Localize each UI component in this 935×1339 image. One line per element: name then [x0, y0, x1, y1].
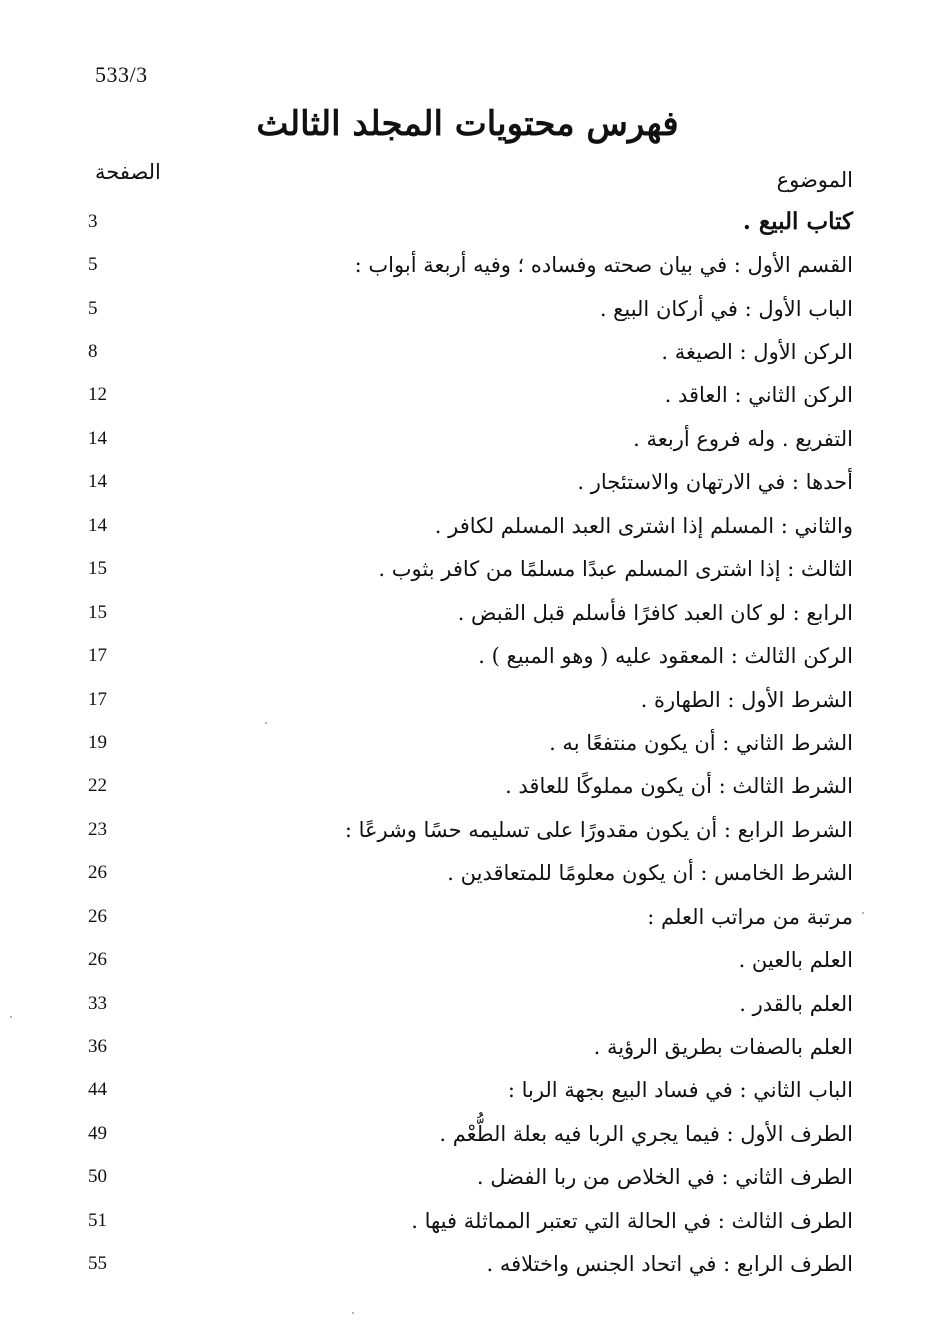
toc-entry: [88, 1156, 853, 1199]
toc-entry: [88, 721, 853, 764]
toc-entry: [88, 591, 853, 634]
page-number: 533/3: [95, 62, 148, 87]
scan-speck: [352, 1312, 354, 1314]
toc-entry-page: 19: [88, 731, 107, 753]
toc-entry-topic: أحدها : في الارتهان والاستئجار .: [577, 470, 853, 495]
toc-entry-topic: الشرط الخامس : أن يكون معلومًا للمتعاقدين .: [447, 861, 853, 886]
scan-speck: [265, 722, 267, 724]
toc-entry: [88, 461, 853, 504]
toc-entry: [88, 938, 853, 981]
toc-entry-topic: الشرط الثاني : أن يكون منتفعًا به .: [549, 730, 853, 755]
toc-entry: [88, 1069, 853, 1112]
toc-entry-page: 22: [88, 775, 107, 797]
toc-entry-topic: الشرط الرابع : أن يكون مقدورًا على تسليمه حسًا وشرعًا :: [344, 817, 853, 842]
toc-entry: [88, 982, 853, 1025]
toc-entry-page: 55: [88, 1253, 107, 1275]
toc-entry: [88, 634, 853, 677]
toc-entry-page: 50: [88, 1166, 107, 1188]
toc-entry-page: 8: [88, 341, 98, 363]
toc-entry-topic: الطرف الأول : فيما يجري الربا فيه بعلة الطُّعْم .: [439, 1121, 853, 1146]
topic-column-header: الموضوع: [776, 168, 853, 192]
toc-entry-topic: الباب الأول : في أركان البيع .: [599, 296, 853, 321]
toc-entry: [88, 678, 853, 721]
toc-entry: [88, 852, 853, 895]
toc-entry-page: 26: [88, 862, 107, 884]
toc-entry: [88, 765, 853, 808]
toc-entry-topic: الباب الثاني : في فساد البيع بجهة الربا :: [507, 1078, 853, 1103]
toc-entry-topic: الشرط الأول : الطهارة .: [640, 687, 853, 712]
toc-entry: [88, 330, 853, 373]
toc-entry-topic: الطرف الرابع : في اتحاد الجنس واختلافه .: [486, 1252, 853, 1277]
toc-entry: [88, 200, 853, 243]
toc-entry-topic: الطرف الثالث : في الحالة التي تعتبر المماثلة فيها .: [411, 1208, 853, 1233]
scan-speck: [10, 1016, 12, 1018]
toc-entry-topic: العلم بالقدر .: [739, 991, 853, 1016]
toc-entry-page: 5: [88, 254, 98, 276]
toc-entry: [88, 1243, 853, 1286]
toc-entry-page: 17: [88, 645, 107, 667]
toc-entry-page: 15: [88, 601, 107, 623]
toc-entry-page: 17: [88, 688, 107, 710]
toc-entry-topic: الركن الأول : الصيغة .: [661, 340, 853, 365]
toc-entry-topic: الطرف الثاني : في الخلاص من ربا الفضل .: [476, 1165, 853, 1190]
toc-entry-page: 33: [88, 992, 107, 1014]
toc-entry-topic: العلم بالصفات بطريق الرؤية .: [593, 1035, 853, 1060]
toc-entry-page: 14: [88, 427, 107, 449]
toc-entry-page: 15: [88, 558, 107, 580]
toc-entry-topic: الرابع : لو كان العبد كافرًا فأسلم قبل القبض .: [457, 600, 853, 625]
toc-entry: [88, 504, 853, 547]
toc-entry-page: 44: [88, 1079, 107, 1101]
toc-entry-page: 49: [88, 1122, 107, 1144]
toc-entry-topic: القسم الأول : في بيان صحته وفساده ؛ وفيه أربعة أبواب :: [354, 253, 853, 278]
toc-entry: [88, 287, 853, 330]
toc-entry-topic: كتاب البيع .: [742, 208, 853, 236]
toc-entry-page: 36: [88, 1036, 107, 1058]
toc-entry-page: 26: [88, 905, 107, 927]
toc-entry-topic: التفريع . وله فروع أربعة .: [633, 426, 853, 451]
scan-speck: [862, 912, 864, 914]
toc-entry: [88, 895, 853, 938]
toc-entry: [88, 808, 853, 851]
toc-entry-topic: الركن الثالث : المعقود عليه ( وهو المبيع ) .: [478, 644, 853, 669]
toc-entry-page: 14: [88, 514, 107, 536]
toc-entry-topic: الثالث : إذا اشترى المسلم عبدًا مسلمًا من كافر بثوب .: [378, 557, 853, 582]
toc-entry: [88, 374, 853, 417]
toc-entry-page: 26: [88, 949, 107, 971]
page-title: فهرس محتويات المجلد الثالث: [256, 104, 679, 144]
toc-entry-topic: الشرط الثالث : أن يكون مملوكًا للعاقد .: [505, 774, 853, 799]
toc-entry: [88, 417, 853, 460]
toc-entry-page: 51: [88, 1209, 107, 1231]
toc-entry-page: 14: [88, 471, 107, 493]
toc-entry-topic: والثاني : المسلم إذا اشترى العبد المسلم لكافر .: [434, 513, 853, 538]
table-of-contents: [88, 200, 853, 1286]
toc-entry: [88, 1199, 853, 1242]
toc-entry-topic: العلم بالعين .: [738, 948, 853, 973]
toc-entry-page: 3: [88, 210, 98, 232]
toc-entry: [88, 243, 853, 286]
toc-entry: [88, 1025, 853, 1068]
toc-entry-topic: مرتبة من مراتب العلم :: [647, 904, 853, 929]
page-column-header: الصفحة: [95, 160, 161, 184]
toc-entry-page: 5: [88, 297, 98, 319]
toc-entry: [88, 1112, 853, 1155]
toc-entry-topic: الركن الثاني : العاقد .: [664, 383, 853, 408]
toc-entry-page: 12: [88, 384, 107, 406]
toc-entry-page: 23: [88, 818, 107, 840]
toc-entry: [88, 548, 853, 591]
